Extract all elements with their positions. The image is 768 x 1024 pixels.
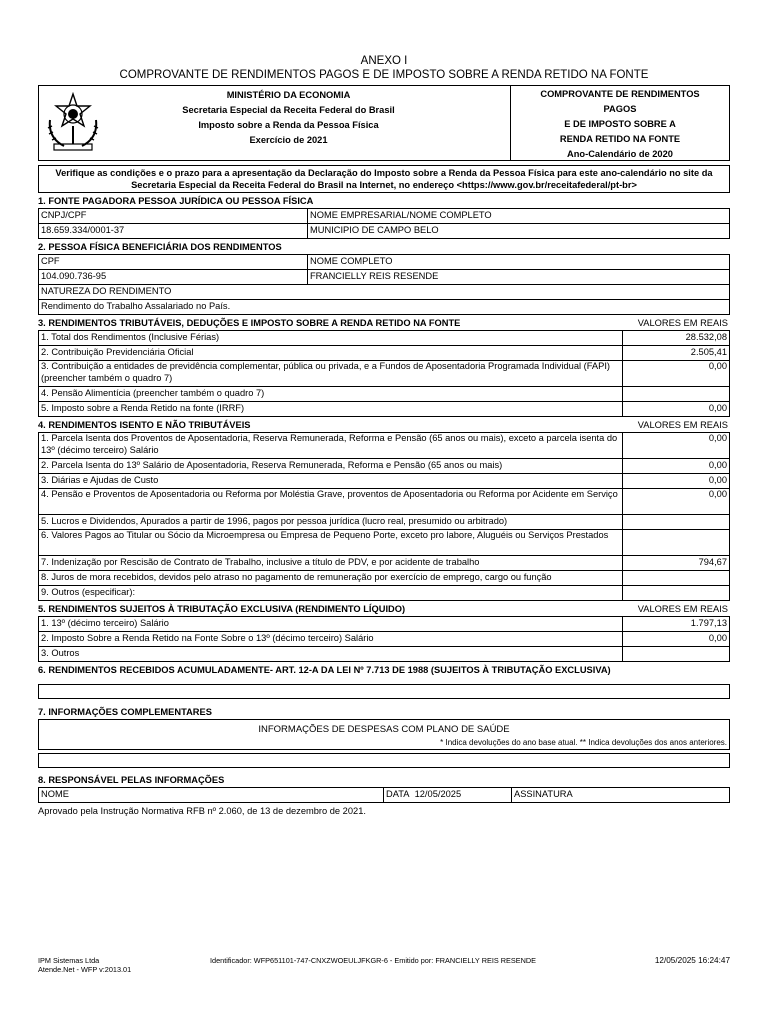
header-box [38,85,730,161]
section-5-title: 5. RENDIMENTOS SUJEITOS À TRIBUTAÇÃO EXCLUSIVA (RENDIMENTO LÍQUIDO) VALORES EM REAIS [38,604,728,614]
table-row: 2. Imposto Sobre a Renda Retido na Fonte Sobre o 13º (décimo terceiro) Salário 0,00 [39,632,730,647]
ministry-name: MINISTÉRIO DA ECONOMIA [226,90,351,100]
section-4-table [38,432,730,601]
section-1-title: 1. FONTE PAGADORA PESSOA JURÍDICA OU PESSOA FÍSICA [38,196,314,206]
table-row: 3. Diárias e Ajudas de Custo 0,00 [39,474,730,489]
table-row: 4. Pensão Alimentícia (preencher também o quadro 7) [39,387,730,402]
payer-name: MUNICIPIO DE CAMPO BELO [308,224,730,239]
calendar-year: Ano-Calendário de 2020 [567,149,673,159]
section-6-title: 6. RENDIMENTOS RECEBIDOS ACUMULADAMENTE- ART. 12-A DA LEI Nº 7.713 DE 1988 (SUJEITOS À TRIBUTAÇÃO EXCLUSIVA) [38,665,611,675]
exercise-year: Exercício de 2021 [249,135,328,145]
section-3-title: 3. RENDIMENTOS TRIBUTÁVEIS, DEDUÇÕES E IMPOSTO SOBRE A RENDA RETIDO NA FONTE VALORES EM REAIS [38,318,728,328]
section-5-table [38,616,730,662]
section-4-title: 4. RENDIMENTOS ISENTO E NÃO TRIBUTÁVEIS VALORES EM REAIS [38,420,728,430]
table-row: 3. Contribuição a entidades de previdência complementar, pública ou privada, e a Fundos de Aposentadoria Programada Individual (FAPI) (preencher também o quadro 7) 0,00 [39,361,730,387]
section-2-title: 2. PESSOA FÍSICA BENEFICIÁRIA DOS RENDIMENTOS [38,242,282,252]
table-row: 6. Valores Pagos ao Titular ou Sócio da Microempresa ou Empresa de Pequeno Porte, exceto pro labore, Aluguéis ou Serviços Prestados [39,530,730,556]
table-row: 5. Imposto sobre a Renda Retido na fonte (IRRF) 0,00 [39,402,730,417]
responsible-name-label: NOME [39,788,384,803]
table-row: 4. Pensão e Proventos de Aposentadoria ou Reforma por Moléstia Grave, proventos de Aposentadoria ou Reforma por Acidente em Serviço 0,00 [39,489,730,515]
document-title: COMPROVANTE DE RENDIMENTOS PAGOS E DE IMPOSTO SOBRE A RENDA RETIDO NA FONTE [119,69,649,81]
table-row: 9. Outros (especificar): [39,586,730,601]
table-row: 7. Indenização por Rescisão de Contrato de Trabalho, inclusive a título de PDV, e por acidente de trabalho 794,67 [39,556,730,571]
section-8-title: 8. RESPONSÁVEL PELAS INFORMAÇÕES [38,775,225,785]
health-plan-title: INFORMAÇÕES DE DESPESAS COM PLANO DE SAÚDE [258,724,510,735]
signature-label: ASSINATURA [512,788,730,803]
beneficiary-name: FRANCIELLY REIS RESENDE [308,270,730,285]
annex-label: ANEXO I [360,55,408,67]
approval-text: Aprovado pela Instrução Normativa RFB nº 2.060, de 13 de dezembro de 2021. [38,806,366,816]
income-nature: Rendimento do Trabalho Assalariado no País. [39,300,730,315]
health-plan-box [38,719,730,750]
footer-timestamp: 12/05/2025 16:24:47 [654,956,730,965]
footer-identifier: Identificador: WFP651101-747-CNXZWOEULJFKGR-6 - Emitido por: FRANCIELLY REIS RESENDE [210,956,537,965]
secretariat-name: Secretaria Especial da Receita Federal do Brasil [182,105,395,115]
document [38,54,730,816]
responsible-date: DATA 12/05/2025 [384,788,512,803]
notice-box: Verifique as condições e o prazo para a apresentação da Declaração do Imposto sobre a Renda da Pessoa Física para este ano-calendário no site da Secretaria Especial da Receita Federal do Brasil na Internet, no endereço <https://www.gov.br/receitafederal/pt-br> [38,165,730,193]
table-row: 5. Lucros e Dividendos, Apurados a partir de 1996, pagos por pessoa jurídica (lucro real, presumido ou arbitrado) [39,515,730,530]
section-7-extra-box [38,753,730,768]
table-row: 1. 13º (décimo terceiro) Salário 1.797,13 [39,617,730,632]
table-row: 2. Contribuição Previdenciária Oficial 2.505,41 [39,346,730,361]
table-row: 2. Parcela Isenta do 13º Salário de Aposentadoria, Reserva Remunerada, Reforma e Pensão (65 anos ou mais) 0,00 [39,459,730,474]
receipt-title-box: COMPROVANTE DE RENDIMENTOS PAGOS E DE IMPOSTO SOBRE A RENDA RETIDO NA FONTE Ano-Calendário de 2020 [511,86,729,160]
section-2-table: CPF NOME COMPLETO 104.090.736-95 FRANCIELLY REIS RESENDE NATUREZA DO RENDIMENTO Rendimento do Trabalho Assalariado no País. [38,254,730,315]
section-8-table [38,787,730,803]
table-row: 1. Parcela Isenta dos Proventos de Aposentadoria, Reserva Remunerada, Reforma e Pensão (65 anos ou mais), exceto a parcela isenta do 13º (décimo terceiro) Salário 0,00 [39,433,730,459]
section-6-box [38,684,730,699]
section-7-title: 7. INFORMAÇÕES COMPLEMENTARES [38,707,212,717]
footer-version: Atende.Net - WFP v:2013.01 [38,965,132,974]
section-3-table [38,330,730,417]
table-row: 3. Outros [39,647,730,662]
footer-company: IPM Sistemas Ltda [38,956,100,965]
section-1-table: CNPJ/CPF NOME EMPRESARIAL/NOME COMPLETO 18.659.334/0001-37 MUNICIPIO DE CAMPO BELO [38,208,730,239]
beneficiary-cpf: 104.090.736-95 [39,270,308,285]
refund-note: * Indica devoluções do ano base atual. ** Indica devoluções dos anos anteriores. [440,738,727,747]
table-row: 8. Juros de mora recebidos, devidos pelo atraso no pagamento de remuneração por exercício de emprego, cargo ou função [39,571,730,586]
table-row: 1. Total dos Rendimentos (Inclusive Férias) 28.532,08 [39,331,730,346]
tax-name: Imposto sobre a Renda da Pessoa Física [198,120,379,130]
payer-cnpj: 18.659.334/0001-37 [39,224,308,239]
brazil-coat-of-arms-icon [39,86,107,160]
